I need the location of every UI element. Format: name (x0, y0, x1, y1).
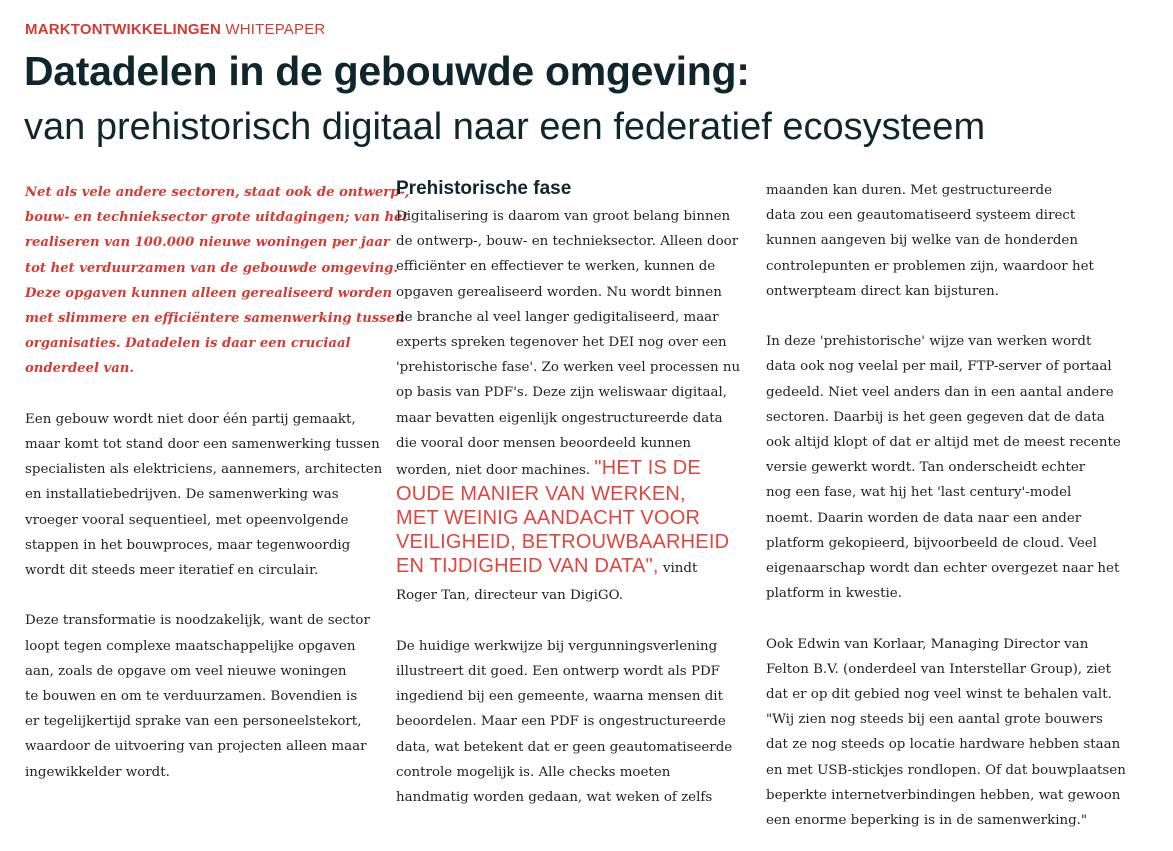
text-line: data zou een geautomatiseerd systeem direct (766, 208, 1076, 224)
text-line: realiseren van 100.000 nieuwe woningen per jaar (25, 235, 390, 251)
text-line: controle mogelijk is. Alle checks moeten (396, 764, 671, 780)
text-line: dat er op dit gebied nog veel winst te behalen valt. (766, 687, 1112, 703)
text-line: Felton B.V. (onderdeel van Interstellar Group), ziet (766, 661, 1111, 677)
text-line: data, wat betekent dat er geen geautomatiseerde (396, 739, 733, 755)
text-line: In deze 'prehistorische' wijze van werken wordt (766, 334, 1092, 350)
text-line: platform gekopieerd, bijvoorbeeld de cloud. Veel (766, 535, 1097, 551)
text-line: vroeger vooral sequentieel, met opeenvolgende (25, 512, 349, 528)
text-line: Deze transformatie is noodzakelijk, want de sector (25, 613, 370, 629)
text-line: stappen in het bouwproces, maar tegenwoordig (25, 537, 351, 553)
text-line: de ontwerp-, bouw- en technieksector. Alleen door (396, 234, 739, 250)
text-line: Digitalisering is daarom van groot belang binnen (396, 209, 731, 224)
text-line: maar komt tot stand door een samenwerking tussen (25, 437, 380, 453)
text-line: maanden kan duren. Met gestructureerde (766, 183, 1053, 198)
article-column-1 (25, 180, 410, 785)
section-heading: Prehistorische fase (396, 178, 572, 199)
pull-quote-line: VEILIGHEID, BETROUWBAARHEID (396, 531, 730, 554)
pull-quote (396, 482, 736, 581)
text-line: opgaven gerealiseerd worden. Nu wordt binnen (396, 284, 722, 300)
text-line: illustreert dit goed. Een ontwerp wordt als PDF (396, 664, 720, 680)
intro-paragraph (25, 180, 410, 382)
text-line: versie gewerkt wordt. Tan onderscheidt echter (766, 460, 1086, 476)
text-line: wordt dit steeds meer iteratief en circulair. (25, 563, 319, 579)
paragraph (766, 329, 1121, 606)
paragraph (25, 407, 383, 583)
text-line: ontwerpteam direct kan bijsturen. (766, 283, 1000, 299)
page-title: Datadelen in de gebouwde omgeving: (24, 48, 750, 94)
text-line: experts spreken tegenover het DEI nog over een (396, 335, 727, 351)
text-line: efficiënter en effectiever te werken, kunnen de (396, 259, 716, 275)
section-kicker (25, 21, 325, 38)
text-line: "Wij zien nog steeds bij een aantal grote bouwers (766, 712, 1103, 728)
text-line: Ook Edwin van Korlaar, Managing Director van (766, 636, 1089, 652)
text-line: eigenaarschap wordt dan echter overgezet naar het (766, 561, 1120, 577)
quote-attribution: Roger Tan, directeur van DigiGO. (396, 588, 624, 604)
category-label: WHITEPAPER (225, 21, 326, 38)
pull-quote-line: MET WEINIG AANDACHT VOOR (396, 507, 701, 530)
text-line: handmatig worden gedaan, wat weken of zelfs (396, 790, 713, 806)
text-line: bouw- en technieksector grote uitdagingen; van het (25, 210, 409, 226)
text-line: gedeeld. Niet veel anders dan in een aantal andere (766, 384, 1114, 400)
text-line: en installatiebedrijven. De samenwerking was (25, 487, 339, 503)
text-line: te bouwen en om te verduurzamen. Bovendien is (25, 689, 358, 705)
article-column-3 (766, 178, 1126, 833)
pull-quote-line: OUDE MANIER VAN WERKEN, (396, 483, 686, 506)
text-line: onderdeel van. (25, 361, 134, 377)
paragraph (396, 204, 741, 483)
paragraph (25, 608, 370, 784)
section-label: MARKTONTWIKKELINGEN (25, 21, 222, 38)
text-line: op basis van PDF's. Deze zijn weliswaar digitaal, (396, 385, 728, 401)
text-line: noemt. Daarin worden de data naar een ander (766, 510, 1082, 526)
text-line: organisaties. Datadelen is daar een cruciaal (25, 336, 351, 352)
text-line: Een gebouw wordt niet door één partij gemaakt, (25, 411, 356, 427)
text-line: data ook nog veelal per mail, FTP-server of portaal (766, 359, 1112, 375)
text-line: en met USB-stickjes rondlopen. Of dat bouwplaatsen (766, 762, 1126, 778)
text-line: die vooral door mensen beoordeeld kunnen (396, 435, 692, 451)
article-column-2 (396, 176, 741, 810)
text-line: aan, zoals de opgave om veel nieuwe woningen (25, 663, 347, 679)
text-line: tot het verduurzamen van de gebouwde omgeving. (25, 260, 398, 276)
text-line: ingediend bij een gemeente, waarna mensen dit (396, 689, 723, 705)
page-subtitle: van prehistorisch digitaal naar een federatief ecosysteem (24, 106, 986, 148)
text-line: Deze opgaven kunnen alleen gerealiseerd worden (25, 285, 393, 301)
text-line: ingewikkelder wordt. (25, 764, 170, 780)
text-line: loopt tegen complexe maatschappelijke opgaven (25, 638, 356, 654)
text-line: met slimmere en efficiëntere samenwerking tussen (25, 311, 405, 327)
pull-quote-end: EN TIJDIGHEID VAN DATA", (396, 555, 659, 578)
text-line-with-quote (396, 554, 736, 581)
pull-quote-start: "HET IS DE (594, 457, 701, 480)
text-line: beoordelen. Maar een PDF is ongestructureerde (396, 714, 726, 730)
text-line: De huidige werkwijze bij vergunningsverlening (396, 638, 718, 654)
text-line-with-quote (396, 456, 736, 483)
text-line: dat ze nog steeds op locatie hardware hebben staan (766, 737, 1121, 753)
text-line: 'prehistorische fase'. Zo werken veel processen nu (396, 360, 741, 376)
paragraph (396, 634, 736, 810)
text-line: nog een fase, wat hij het 'last century'-model (766, 485, 1072, 501)
text-line: kunnen aangeven bij welke van de honderden (766, 233, 1078, 249)
text-line: er tegelijkertijd sprake van een personeelstekort, (25, 714, 362, 730)
text-line: een enorme beperking is in de samenwerking." (766, 813, 1088, 829)
text-line: specialisten als elektriciens, aannemers, architecten (25, 462, 383, 478)
text-line: ook altijd klopt of dat er altijd met de meest recente (766, 435, 1121, 451)
text-line: beperkte internetverbindingen hebben, wat gewoon (766, 787, 1121, 803)
text-line: de branche al veel langer gedigitaliseerd, maar (396, 309, 719, 325)
text-line: waardoor de uitvoering van projecten alleen maar (25, 739, 367, 755)
text-fragment: worden, niet door machines. (396, 463, 591, 479)
text-line: platform in kwestie. (766, 586, 902, 602)
text-line: Net als vele andere sectoren, staat ook de ontwerp-, (25, 185, 410, 200)
text-fragment: vindt (662, 561, 698, 577)
paragraph (766, 178, 1111, 304)
text-line: maar bevatten eigenlijk ongestructureerde data (396, 410, 723, 426)
paragraph (766, 632, 1126, 834)
text-line: controlepunten er problemen zijn, waardoor het (766, 258, 1094, 274)
text-line: sectoren. Daarbij is het geen gegeven dat de data (766, 409, 1105, 425)
